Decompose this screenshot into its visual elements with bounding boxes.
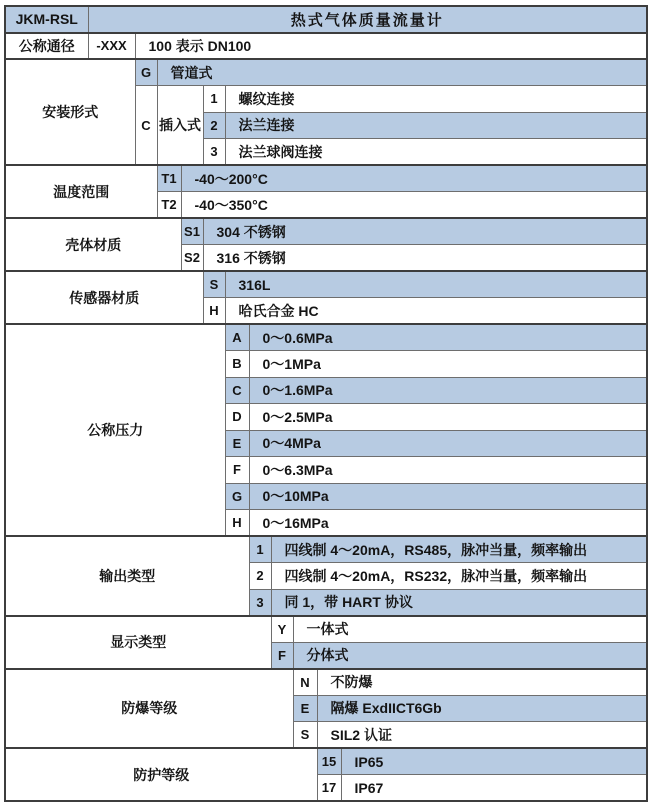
- option-code: 17: [317, 775, 341, 802]
- option-desc: 哈氏合金 HC: [225, 298, 647, 325]
- option-desc: 0～1MPa: [249, 351, 647, 378]
- option-desc: -40～200°C: [181, 165, 647, 192]
- section-label-housing: 壳体材质: [5, 218, 181, 271]
- option-code: G: [225, 483, 249, 510]
- option-group-label: 插入式: [157, 86, 203, 166]
- section-label-diameter: 公称通径: [5, 33, 88, 60]
- option-desc: 316L: [225, 271, 647, 298]
- option-desc: 同 1，带 HART 协议: [271, 589, 647, 616]
- option-code: S: [293, 722, 317, 749]
- option-code: S1: [181, 218, 203, 245]
- option-desc: 0～10MPa: [249, 483, 647, 510]
- option-desc: 法兰连接: [225, 112, 647, 139]
- option-desc: 0～4MPa: [249, 430, 647, 457]
- option-code: 15: [317, 748, 341, 775]
- section-label-sensor: 传感器材质: [5, 271, 203, 324]
- option-code: 1: [203, 86, 225, 113]
- option-desc: 四线制 4～20mA，RS232，脉冲当量，频率输出: [271, 563, 647, 590]
- option-desc: 0～6.3MPa: [249, 457, 647, 484]
- option-desc: SIL2 认证: [317, 722, 647, 749]
- option-code: Y: [271, 616, 293, 643]
- option-desc: 螺纹连接: [225, 86, 647, 113]
- option-desc: 一体式: [293, 616, 647, 643]
- option-code: H: [203, 298, 225, 325]
- option-code: 1: [249, 536, 271, 563]
- option-code: F: [271, 642, 293, 669]
- section-label-temperature: 温度范围: [5, 165, 157, 218]
- option-code: 2: [203, 112, 225, 139]
- option-code: T1: [157, 165, 181, 192]
- option-code: S2: [181, 245, 203, 272]
- option-desc: 0～2.5MPa: [249, 404, 647, 431]
- option-code: B: [225, 351, 249, 378]
- option-code: 2: [249, 563, 271, 590]
- section-label-explosion-proof: 防爆等级: [5, 669, 293, 749]
- option-code: D: [225, 404, 249, 431]
- option-code: -XXX: [88, 33, 135, 60]
- option-desc: 0～16MPa: [249, 510, 647, 537]
- option-desc: -40～350°C: [181, 192, 647, 219]
- model-cell: JKM-RSL: [5, 6, 88, 33]
- option-desc: 法兰球阀连接: [225, 139, 647, 166]
- option-desc: IP67: [341, 775, 647, 802]
- option-code: E: [225, 430, 249, 457]
- option-desc: 316 不锈钢: [203, 245, 647, 272]
- option-code: 3: [249, 589, 271, 616]
- section-label-pressure: 公称压力: [5, 324, 225, 536]
- option-desc: 304 不锈钢: [203, 218, 647, 245]
- section-label-display: 显示类型: [5, 616, 271, 669]
- section-label-protection: 防护等级: [5, 748, 317, 801]
- section-label-output: 输出类型: [5, 536, 249, 616]
- option-desc: 四线制 4～20mA，RS485，脉冲当量，频率输出: [271, 536, 647, 563]
- option-desc: 0～0.6MPa: [249, 324, 647, 351]
- option-desc: 100 表示 DN100: [135, 33, 647, 60]
- option-desc: 管道式: [157, 59, 647, 86]
- option-code: T2: [157, 192, 181, 219]
- option-code: C: [225, 377, 249, 404]
- section-label-install: 安装形式: [5, 59, 135, 165]
- option-desc: 0～1.6MPa: [249, 377, 647, 404]
- option-code: N: [293, 669, 317, 696]
- option-desc: IP65: [341, 748, 647, 775]
- option-code: F: [225, 457, 249, 484]
- option-code: A: [225, 324, 249, 351]
- option-code: E: [293, 695, 317, 722]
- product-title: 热式气体质量流量计: [88, 6, 647, 33]
- spec-table: [4, 5, 648, 802]
- option-code: H: [225, 510, 249, 537]
- option-code: C: [135, 86, 157, 166]
- option-code: S: [203, 271, 225, 298]
- option-desc: 隔爆 ExdIICT6Gb: [317, 695, 647, 722]
- option-code: 3: [203, 139, 225, 166]
- option-desc: 分体式: [293, 642, 647, 669]
- option-desc: 不防爆: [317, 669, 647, 696]
- option-code: G: [135, 59, 157, 86]
